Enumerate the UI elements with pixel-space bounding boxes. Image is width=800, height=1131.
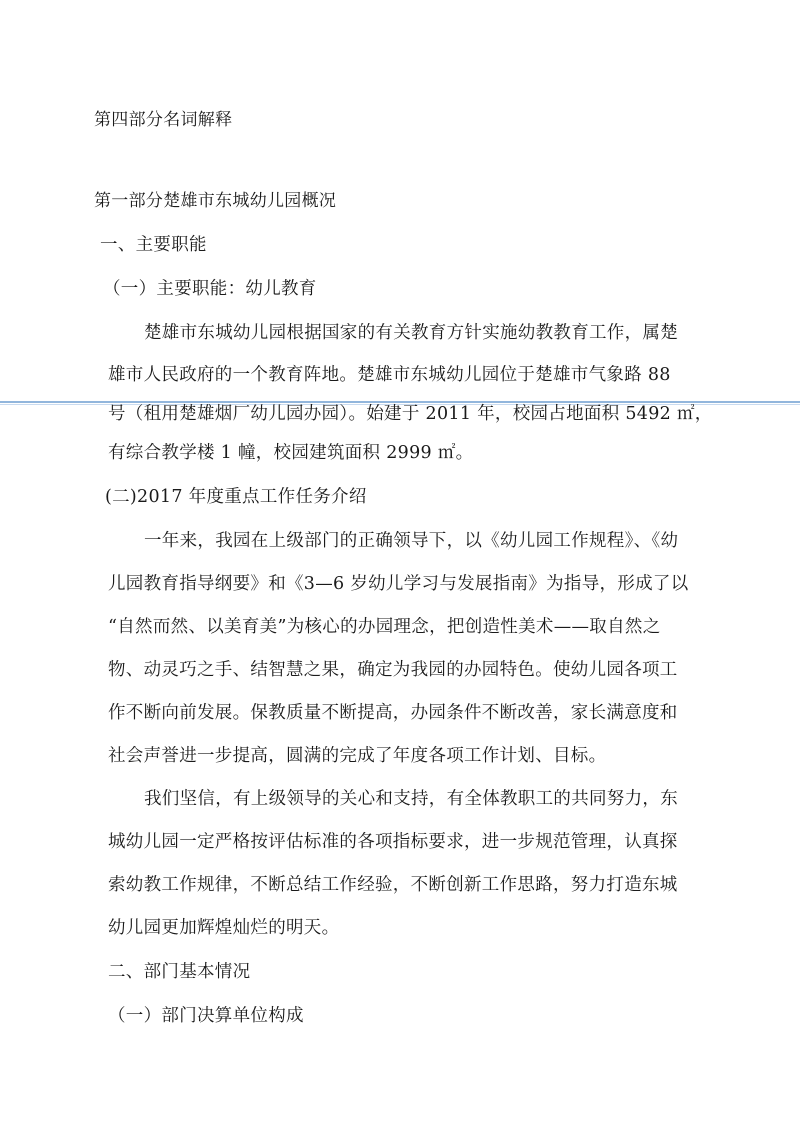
para1-line-4: 有综合教学楼 1 幢，校园建筑面积 2999 ㎡。: [108, 443, 474, 463]
para2-line-6: 社会声誉进一步提高，圆满的完成了年度各项工作计划、目标。: [108, 746, 607, 766]
para3-line-2: 城幼儿园一定严格按评估标准的各项指标要求，进一步规范管理，认真探: [108, 832, 678, 852]
sub2-heading: (二)2017 年度重点工作任务介绍: [105, 487, 367, 507]
para3-line-3: 索幼教工作规律，不断总结工作经验，不断创新工作思路，努力打造东城: [108, 875, 678, 895]
part1-heading: 第一部分楚雄市东城幼儿园概况: [94, 191, 337, 211]
part4-heading: 第四部分名词解释: [94, 110, 233, 130]
para2-line-3: “自然而然、以美育美”为核心的办园理念，把创造性美术——取自然之: [108, 617, 661, 637]
sub3-heading: （一）部门决算单位构成: [108, 1006, 304, 1026]
para1-line-2: 雄市人民政府的一个教育阵地。楚雄市东城幼儿园位于楚雄市气象路 88: [108, 365, 671, 385]
para2-line-1: 一年来，我园在上级部门的正确领导下，以《幼儿园工作规程》、《幼: [144, 531, 679, 551]
sub1-heading: （一）主要职能：幼儿教育: [103, 279, 317, 299]
para2-line-4: 物、动灵巧之手、结智慧之果，确定为我园的办园特色。使幼儿园各项工: [108, 660, 678, 680]
para1-line-1: 楚雄市东城幼儿园根据国家的有关教育方针实施幼教教育工作，属楚: [144, 323, 678, 343]
para3-line-4: 幼儿园更加辉煌灿烂的明天。: [108, 918, 340, 938]
section1-heading: 一、主要职能: [100, 235, 207, 255]
para2-line-2: 儿园教育指导纲要》和《3—6 岁幼儿学习与发展指南》为指导，形成了以: [108, 574, 689, 594]
para1-line-3: 号（租用楚雄烟厂幼儿园办园）。始建于 2011 年，校园占地面积 5492 ㎡，: [108, 404, 713, 424]
para2-line-5: 作不断向前发展。保教质量不断提高，办园条件不断改善，家长满意度和: [108, 703, 678, 723]
para3-line-1: 我们坚信，有上级领导的关心和支持，有全体教职工的共同努力，东: [144, 789, 678, 809]
section2-heading: 二、部门基本情况: [108, 962, 251, 982]
